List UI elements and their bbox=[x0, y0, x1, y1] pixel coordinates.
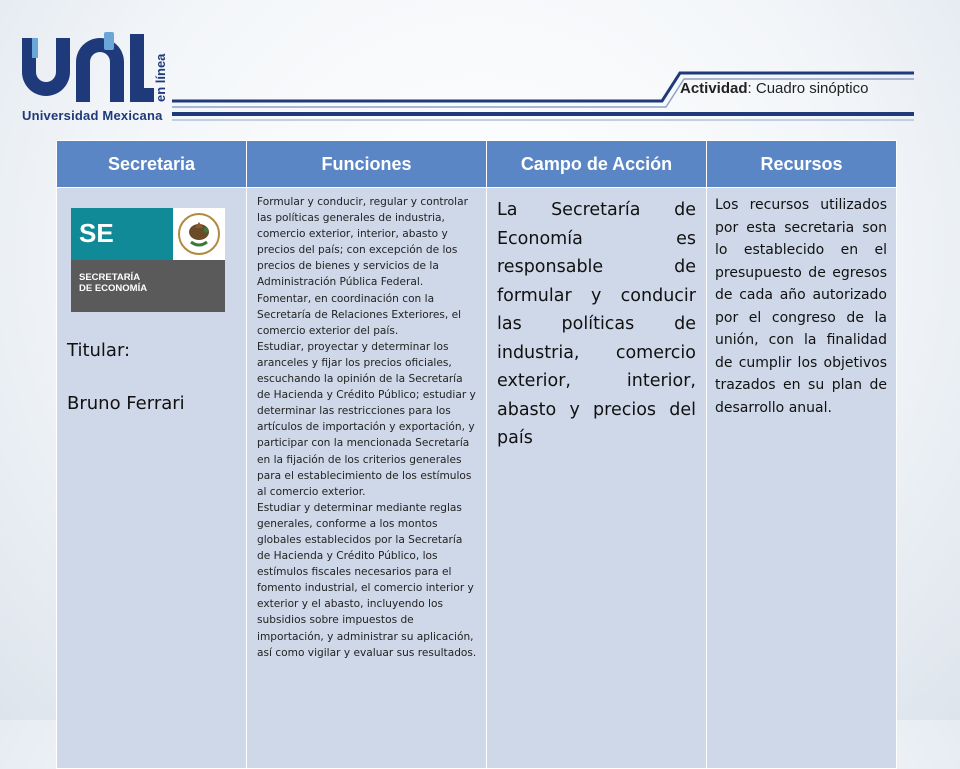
titular-name: Bruno Ferrari bbox=[67, 393, 185, 414]
svg-text:en línea: en línea bbox=[153, 53, 168, 102]
secretaria-economia-logo bbox=[71, 208, 225, 312]
funcion-item: Formular y conducir, regular y controlar las políticas generales de industria, comercio exterior, interior, abasto y precios del país; con excepción de los precios de bienes y servicios de la Administración Pública Federal. bbox=[257, 196, 468, 289]
header-campo-de-accion: Campo de Acción bbox=[487, 141, 707, 188]
table-header-row bbox=[57, 141, 897, 188]
se-logo-name bbox=[79, 272, 219, 294]
se-logo-teal-block bbox=[71, 208, 173, 260]
header-recursos: Recursos bbox=[707, 141, 897, 188]
activity-label: Actividad bbox=[680, 80, 748, 97]
se-logo-name-line1: SECRETARÍA bbox=[79, 272, 141, 283]
funcion-item: Fomentar, en coordinación con la Secretaría de Relaciones Exteriores, el comercio exterior del país. bbox=[257, 292, 462, 337]
mexico-seal-icon bbox=[173, 208, 225, 260]
header-decorative-lines bbox=[172, 70, 922, 126]
header-funciones: Funciones bbox=[247, 141, 487, 188]
en-linea-tagline bbox=[152, 44, 170, 104]
cell-campo-de-accion bbox=[487, 188, 707, 769]
synoptic-table bbox=[56, 140, 897, 769]
funciones-list bbox=[257, 194, 478, 661]
recursos-text: Los recursos utilizados por esta secretaria son lo establecido en el presupuesto de egresos de cada año autorizado por el congreso de la unión, con la finalidad de cumplir los objetivos trazados en su plan de desarrollo anual. bbox=[715, 197, 887, 416]
cell-recursos bbox=[707, 188, 897, 769]
se-logo-name-line2: DE ECONOMÍA bbox=[79, 283, 148, 294]
funcion-item: Estudiar, proyectar y determinar los aranceles y fijar los precios oficiales, escuchando la opinión de la Secretaría de Hacienda y Crédito Público; estudiar y determinar las restricciones para los artículos de importación y exportación, y participar con la mencionada Secretaría en la fijación de los criterios generales para el establecimiento de los estímulos al comercio exterior. bbox=[257, 340, 476, 498]
cell-secretaria bbox=[57, 188, 247, 769]
cell-funciones bbox=[247, 188, 487, 769]
titular-label: Titular: bbox=[67, 340, 131, 361]
header-secretaria: Secretaria bbox=[57, 141, 247, 188]
campo-de-accion-text: La Secretaría de Economía es responsable de formular y conducir las políticas de industria, comercio exterior, interior, abasto y precios del país bbox=[497, 200, 696, 448]
activity-separator: : bbox=[747, 80, 752, 97]
se-logo-abbr: SE bbox=[79, 218, 114, 248]
university-name: Universidad Mexicana bbox=[22, 108, 163, 123]
table-row bbox=[57, 188, 897, 769]
funcion-item: Estudiar y determinar mediante reglas generales, conforme a los montos globales establecidos por la Secretaría de Hacienda y Crédito Público, los estímulos fiscales necesarios para el fomento industrial, el comercio interior y exterior y el abasto, incluyendo los subsidios sobre impuestos de importación, y administrar su aplicación, así como vigilar y evaluar sus resultados. bbox=[257, 501, 477, 659]
se-logo-gray-block bbox=[71, 260, 225, 312]
activity-value: Cuadro sinóptico bbox=[755, 80, 869, 97]
activity-title bbox=[680, 80, 868, 97]
